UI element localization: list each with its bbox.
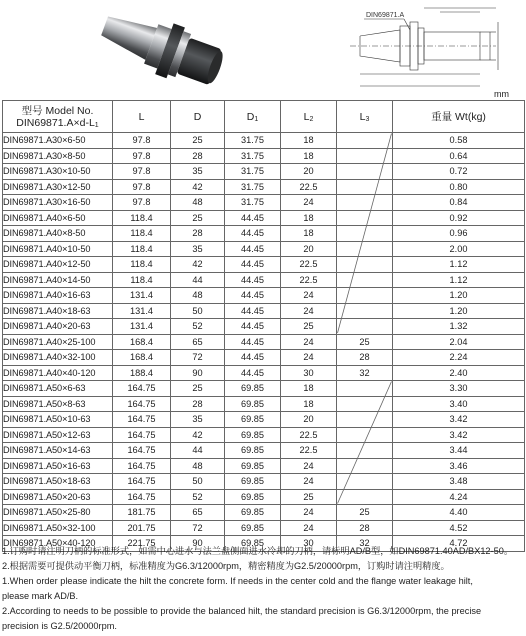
cell-L: 164.75 — [113, 427, 171, 443]
cell-L: 168.4 — [113, 350, 171, 366]
cell-model: DIN69871.A30×10-50 — [3, 164, 113, 180]
cell-L2: 24 — [281, 303, 337, 319]
cell-L3: 28 — [337, 350, 393, 366]
cell-D: 25 — [171, 381, 225, 397]
cell-D1: 44.45 — [225, 365, 281, 381]
cell-D: 90 — [171, 365, 225, 381]
cell-L3: 25 — [337, 505, 393, 521]
cell-model: DIN69871.A40×32-100 — [3, 350, 113, 366]
cell-weight: 2.00 — [393, 241, 525, 257]
note-en-2: 2.According to needs to be possible to provide the balanced hilt, the standard precision is G6.3/12000rpm, the precise — [2, 606, 482, 616]
cell-weight: 2.40 — [393, 365, 525, 381]
table-row — [3, 505, 525, 521]
cell-L3 — [337, 210, 393, 226]
cell-L3 — [337, 148, 393, 164]
cell-L3: 32 — [337, 536, 393, 552]
cell-L2: 24 — [281, 474, 337, 490]
table-row — [3, 365, 525, 381]
cell-L2: 22.5 — [281, 427, 337, 443]
cell-D1: 69.85 — [225, 396, 281, 412]
cell-D: 25 — [171, 133, 225, 149]
cell-model: DIN69871.A50×14-63 — [3, 443, 113, 459]
spec-table — [2, 100, 525, 552]
cell-D1: 44.45 — [225, 257, 281, 273]
cell-L: 131.4 — [113, 303, 171, 319]
cell-L: 164.75 — [113, 396, 171, 412]
cell-weight: 4.40 — [393, 505, 525, 521]
table-row — [3, 474, 525, 490]
cell-weight: 1.20 — [393, 303, 525, 319]
cell-weight: 0.84 — [393, 195, 525, 211]
cell-model: DIN69871.A30×8-50 — [3, 148, 113, 164]
cell-L2: 18 — [281, 210, 337, 226]
table-row — [3, 396, 525, 412]
cell-D1: 69.85 — [225, 520, 281, 536]
header-weight: 重量 Wt(kg) — [393, 101, 525, 133]
cell-D1: 31.75 — [225, 179, 281, 195]
cell-L: 164.75 — [113, 489, 171, 505]
cell-D: 25 — [171, 210, 225, 226]
cell-model: DIN69871.A30×12-50 — [3, 179, 113, 195]
cell-D: 48 — [171, 458, 225, 474]
cell-D: 44 — [171, 272, 225, 288]
svg-text:DIN69871.A: DIN69871.A — [366, 12, 405, 19]
cell-L: 221.75 — [113, 536, 171, 552]
cell-D: 44 — [171, 443, 225, 459]
table-row — [3, 272, 525, 288]
cell-weight: 0.96 — [393, 226, 525, 242]
cell-D: 90 — [171, 536, 225, 552]
cell-D1: 69.85 — [225, 427, 281, 443]
cell-L2: 18 — [281, 381, 337, 397]
cell-L3: 25 — [337, 334, 393, 350]
cell-L2: 24 — [281, 288, 337, 304]
cell-L2: 20 — [281, 412, 337, 428]
cell-L3 — [337, 381, 393, 397]
cell-model: DIN69871.A50×8-63 — [3, 396, 113, 412]
cell-L3 — [337, 303, 393, 319]
cell-L3 — [337, 272, 393, 288]
cell-L3 — [337, 458, 393, 474]
header-illustration — [0, 0, 526, 100]
notes — [2, 544, 524, 634]
cell-L: 164.75 — [113, 458, 171, 474]
table-row — [3, 458, 525, 474]
cell-L3 — [337, 412, 393, 428]
cell-weight: 0.64 — [393, 148, 525, 164]
cell-L: 188.4 — [113, 365, 171, 381]
cell-D1: 44.45 — [225, 350, 281, 366]
unit-label: mm — [494, 89, 509, 99]
cell-L3 — [337, 179, 393, 195]
cell-L3 — [337, 257, 393, 273]
note-en-1b: please mark AD/B. — [2, 591, 79, 601]
cell-weight: 1.12 — [393, 272, 525, 288]
cell-L2: 30 — [281, 365, 337, 381]
note-cn-1: 1.订购时请注明刀柄的标准形式，如需中心进水与法兰盘侧面进水冷却的刀柄，请标明AD/B型，如DIN69871.40AD/BX12-50。 — [2, 546, 514, 556]
cell-weight: 4.24 — [393, 489, 525, 505]
cell-L: 97.8 — [113, 179, 171, 195]
cell-L3 — [337, 288, 393, 304]
cell-D1: 69.85 — [225, 443, 281, 459]
tool-holder-photo — [95, 1, 229, 94]
cell-model: DIN69871.A40×14-50 — [3, 272, 113, 288]
cell-L2: 18 — [281, 396, 337, 412]
cell-weight: 3.46 — [393, 458, 525, 474]
header-L: L — [113, 101, 171, 133]
cell-L2: 22.5 — [281, 443, 337, 459]
header-D: D — [171, 101, 225, 133]
cell-L: 118.4 — [113, 226, 171, 242]
cell-D1: 44.45 — [225, 210, 281, 226]
cell-L2: 18 — [281, 226, 337, 242]
cell-weight: 3.42 — [393, 412, 525, 428]
cell-D1: 69.85 — [225, 458, 281, 474]
table-row — [3, 412, 525, 428]
cell-weight: 4.72 — [393, 536, 525, 552]
cell-model: DIN69871.A50×32-100 — [3, 520, 113, 536]
cell-weight: 1.12 — [393, 257, 525, 273]
cell-D1: 31.75 — [225, 195, 281, 211]
cell-D: 42 — [171, 179, 225, 195]
cell-weight: 4.52 — [393, 520, 525, 536]
cell-weight: 0.72 — [393, 164, 525, 180]
cell-model: DIN69871.A40×8-50 — [3, 226, 113, 242]
cell-L: 164.75 — [113, 474, 171, 490]
spec-table-body — [3, 133, 525, 552]
cell-D1: 69.85 — [225, 536, 281, 552]
cell-D1: 31.75 — [225, 133, 281, 149]
cell-L: 164.75 — [113, 412, 171, 428]
table-row — [3, 319, 525, 335]
cell-D: 48 — [171, 288, 225, 304]
cell-L2: 24 — [281, 334, 337, 350]
cell-L3: 32 — [337, 365, 393, 381]
cell-D: 72 — [171, 350, 225, 366]
cell-L: 118.4 — [113, 241, 171, 257]
cell-L: 164.75 — [113, 381, 171, 397]
table-row — [3, 381, 525, 397]
cell-L2: 24 — [281, 350, 337, 366]
cell-weight: 1.32 — [393, 319, 525, 335]
cell-D: 65 — [171, 334, 225, 350]
cell-L: 118.4 — [113, 210, 171, 226]
cell-D1: 44.45 — [225, 288, 281, 304]
cell-weight: 0.58 — [393, 133, 525, 149]
cell-L3 — [337, 226, 393, 242]
table-row — [3, 257, 525, 273]
cell-L: 97.8 — [113, 148, 171, 164]
note-en-2b: precision is G2.5/20000rpm. — [2, 621, 117, 631]
cell-D: 50 — [171, 474, 225, 490]
cell-model: DIN69871.A40×10-50 — [3, 241, 113, 257]
table-row — [3, 226, 525, 242]
cell-model: DIN69871.A30×6-50 — [3, 133, 113, 149]
header-L2: $L_2$ — [281, 101, 337, 133]
cell-model: DIN69871.A30×16-50 — [3, 195, 113, 211]
cell-model: DIN69871.A40×6-50 — [3, 210, 113, 226]
table-row — [3, 443, 525, 459]
cell-D1: 69.85 — [225, 505, 281, 521]
cell-L: 181.75 — [113, 505, 171, 521]
cell-D: 35 — [171, 164, 225, 180]
table-row — [3, 288, 525, 304]
cell-D: 35 — [171, 241, 225, 257]
cell-model: DIN69871.A50×40-120 — [3, 536, 113, 552]
cell-L2: 20 — [281, 241, 337, 257]
table-row — [3, 164, 525, 180]
cell-D: 28 — [171, 396, 225, 412]
cell-D1: 44.45 — [225, 334, 281, 350]
cell-D1: 44.45 — [225, 303, 281, 319]
cell-L2: 22.5 — [281, 257, 337, 273]
cell-L3 — [337, 133, 393, 149]
cell-weight: 2.04 — [393, 334, 525, 350]
table-row — [3, 133, 525, 149]
cell-D1: 44.45 — [225, 226, 281, 242]
cell-model: DIN69871.A40×16-63 — [3, 288, 113, 304]
cell-D: 28 — [171, 148, 225, 164]
cell-L: 97.8 — [113, 164, 171, 180]
cell-model: DIN69871.A40×18-63 — [3, 303, 113, 319]
cell-D: 48 — [171, 195, 225, 211]
cell-L3: 28 — [337, 520, 393, 536]
cell-D1: 44.45 — [225, 319, 281, 335]
cell-model: DIN69871.A40×40-120 — [3, 365, 113, 381]
header-model: 型号 Model No. $DIN69871.A\times d-L_1$ — [3, 101, 113, 133]
table-row — [3, 520, 525, 536]
cell-model: DIN69871.A50×25-80 — [3, 505, 113, 521]
cell-L: 168.4 — [113, 334, 171, 350]
cell-L2: 22.5 — [281, 179, 337, 195]
cell-D: 50 — [171, 303, 225, 319]
cell-L3 — [337, 489, 393, 505]
cell-L3 — [337, 241, 393, 257]
header-D1: $D_1$ — [225, 101, 281, 133]
cell-weight: 3.30 — [393, 381, 525, 397]
cell-D1: 69.85 — [225, 381, 281, 397]
cell-weight: 0.80 — [393, 179, 525, 195]
cell-L2: 30 — [281, 536, 337, 552]
cell-L2: 24 — [281, 505, 337, 521]
table-row — [3, 489, 525, 505]
cell-D: 28 — [171, 226, 225, 242]
cell-L: 97.8 — [113, 195, 171, 211]
table-row — [3, 350, 525, 366]
cell-L2: 22.5 — [281, 272, 337, 288]
cell-L3 — [337, 164, 393, 180]
table-row — [3, 179, 525, 195]
cell-D: 35 — [171, 412, 225, 428]
cell-weight: 0.92 — [393, 210, 525, 226]
cell-model: DIN69871.A50×20-63 — [3, 489, 113, 505]
header-model-en: DIN69871.A×d-L — [16, 116, 95, 129]
cell-model: DIN69871.A50×10-63 — [3, 412, 113, 428]
cell-model: DIN69871.A40×12-50 — [3, 257, 113, 273]
cell-L3 — [337, 474, 393, 490]
cell-L: 131.4 — [113, 319, 171, 335]
cell-D: 42 — [171, 427, 225, 443]
cell-model: DIN69871.A50×6-63 — [3, 381, 113, 397]
cell-L3 — [337, 396, 393, 412]
cell-L2: 18 — [281, 148, 337, 164]
cell-D: 52 — [171, 489, 225, 505]
cell-weight: 3.44 — [393, 443, 525, 459]
cell-D1: 69.85 — [225, 474, 281, 490]
technical-drawing — [350, 8, 498, 86]
header-model-cn: 型号 Model No. — [21, 104, 94, 117]
cell-model: DIN69871.A40×25-100 — [3, 334, 113, 350]
table-row — [3, 241, 525, 257]
cell-weight: 3.48 — [393, 474, 525, 490]
header-L3: $L_3$ — [337, 101, 393, 133]
cell-D1: 44.45 — [225, 241, 281, 257]
cell-L2: 24 — [281, 520, 337, 536]
cell-L2: 25 — [281, 319, 337, 335]
cell-L3 — [337, 319, 393, 335]
cell-L: 97.8 — [113, 133, 171, 149]
cell-L2: 25 — [281, 489, 337, 505]
cell-L3 — [337, 427, 393, 443]
cell-D: 42 — [171, 257, 225, 273]
cell-L: 164.75 — [113, 443, 171, 459]
table-row — [3, 334, 525, 350]
cell-L: 118.4 — [113, 257, 171, 273]
note-cn-2: 2.根据需要可提供动平衡刀柄，标准精度为G6.3/12000rpm，精密精度为G2.5/20000rpm，订购时请注明精度。 — [2, 561, 450, 571]
table-row — [3, 210, 525, 226]
cell-L2: 24 — [281, 195, 337, 211]
cell-model: DIN69871.A50×16-63 — [3, 458, 113, 474]
cell-L3 — [337, 443, 393, 459]
cell-model: DIN69871.A40×20-63 — [3, 319, 113, 335]
cell-D: 72 — [171, 520, 225, 536]
table-row — [3, 303, 525, 319]
cell-D1: 69.85 — [225, 489, 281, 505]
cell-L: 201.75 — [113, 520, 171, 536]
table-row — [3, 427, 525, 443]
table-row — [3, 195, 525, 211]
cell-weight: 3.40 — [393, 396, 525, 412]
cell-D1: 44.45 — [225, 272, 281, 288]
cell-L: 118.4 — [113, 272, 171, 288]
cell-D1: 31.75 — [225, 164, 281, 180]
cell-D1: 31.75 — [225, 148, 281, 164]
cell-weight: 2.24 — [393, 350, 525, 366]
cell-model: DIN69871.A50×12-63 — [3, 427, 113, 443]
note-en-1: 1.When order please indicate the hilt the concrete form. If needs in the center cold and the flange water leakage hilt, — [2, 576, 473, 586]
cell-weight: 3.42 — [393, 427, 525, 443]
cell-D: 65 — [171, 505, 225, 521]
cell-weight: 1.20 — [393, 288, 525, 304]
cell-L2: 24 — [281, 458, 337, 474]
cell-L: 131.4 — [113, 288, 171, 304]
cell-L3 — [337, 195, 393, 211]
cell-model: DIN69871.A50×18-63 — [3, 474, 113, 490]
cell-D: 52 — [171, 319, 225, 335]
cell-D1: 69.85 — [225, 412, 281, 428]
cell-L2: 20 — [281, 164, 337, 180]
table-row — [3, 148, 525, 164]
cell-L2: 18 — [281, 133, 337, 149]
